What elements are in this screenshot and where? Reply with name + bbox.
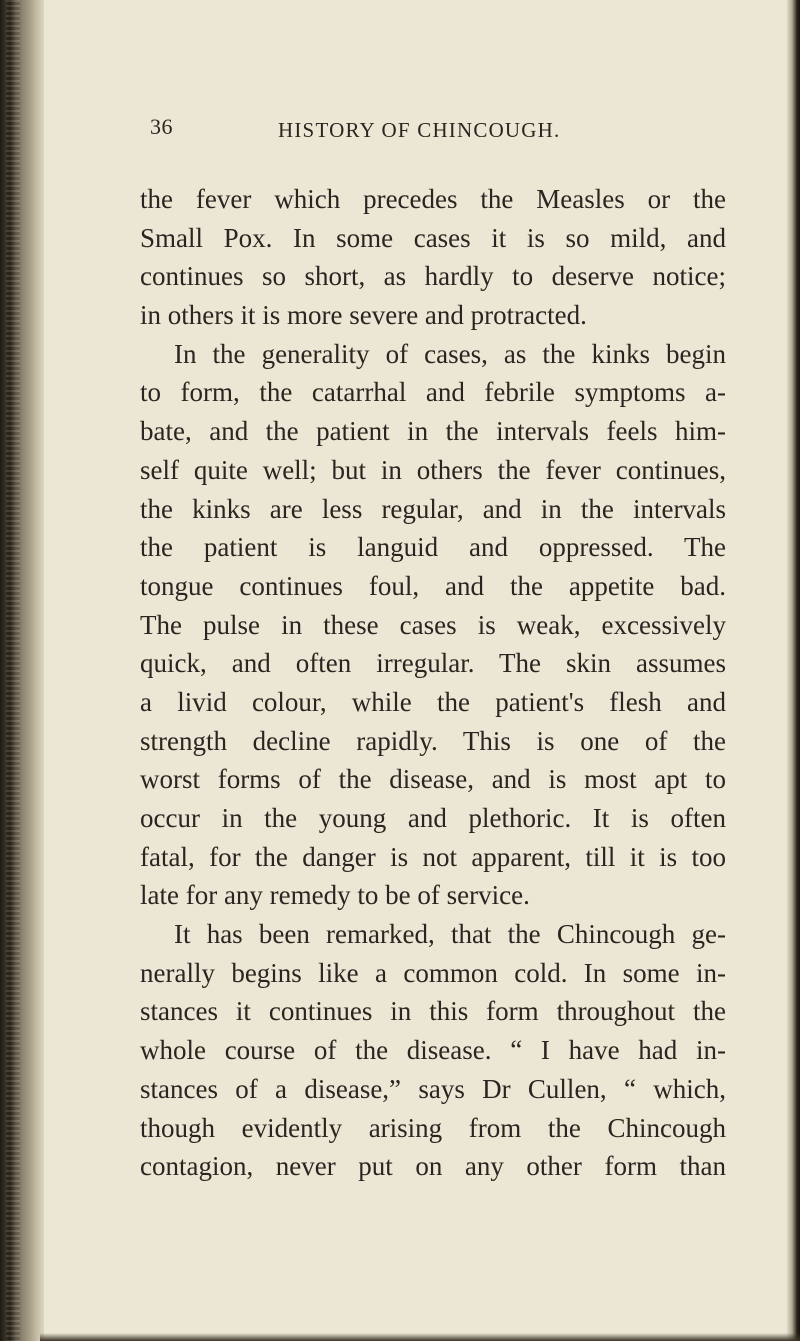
text-line: the kinks are less regular, and in the intervals — [140, 493, 726, 524]
text-line: contagion, never put on any other form than — [140, 1151, 726, 1182]
text-line: whole course of the disease. “ I have had in- — [140, 1035, 726, 1066]
text-line: self quite well; but in others the fever continues, — [140, 454, 726, 485]
text-line: though evidently arising from the Chincough — [140, 1112, 726, 1143]
text-line: nerally begins like a common cold. In some in- — [140, 957, 726, 988]
page-number: 36 — [150, 114, 173, 139]
text-line: It has been remarked, that the Chincough ge- — [174, 919, 726, 950]
page-right-edge — [786, 0, 800, 1341]
text-line: stances of a disease,” says Dr Cullen, “ which, — [140, 1073, 726, 1104]
running-head: HISTORY OF CHINCOUGH. — [278, 118, 561, 142]
page-bottom-edge — [40, 1333, 800, 1341]
text-line: tongue continues foul, and the appetite bad. — [140, 570, 726, 601]
body-text — [140, 180, 726, 1186]
text-line: Small Pox. In some cases it is so mild, and — [140, 222, 726, 253]
text-line: to form, the catarrhal and febrile symptoms a- — [140, 377, 726, 408]
text-line: fatal, for the danger is not apparent, till it is too — [140, 841, 726, 872]
text-line: quick, and often irregular. The skin assumes — [140, 648, 726, 679]
text-line: In the generality of cases, as the kinks begin — [174, 338, 726, 369]
text-line: bate, and the patient in the intervals feels him- — [140, 416, 726, 447]
binding-edge — [6, 0, 20, 1341]
text-line: continues so short, as hardly to deserve notice; — [140, 261, 726, 292]
text-line: in others it is more severe and protracted. — [140, 300, 587, 331]
text-line: occur in the young and plethoric. It is often — [140, 803, 726, 833]
text-line: worst forms of the disease, and is most apt to — [140, 764, 726, 795]
text-line: late for any remedy to be of service. — [140, 880, 530, 911]
text-line: stances it continues in this form throughout the — [140, 996, 726, 1027]
text-line: a livid colour, while the patient's flesh and — [140, 686, 726, 717]
text-line: The pulse in these cases is weak, excessively — [140, 609, 726, 640]
text-line: the patient is languid and oppressed. The — [140, 532, 726, 563]
text-line: the fever which precedes the Measles or the — [140, 184, 726, 214]
text-line: strength decline rapidly. This is one of the — [140, 725, 726, 756]
